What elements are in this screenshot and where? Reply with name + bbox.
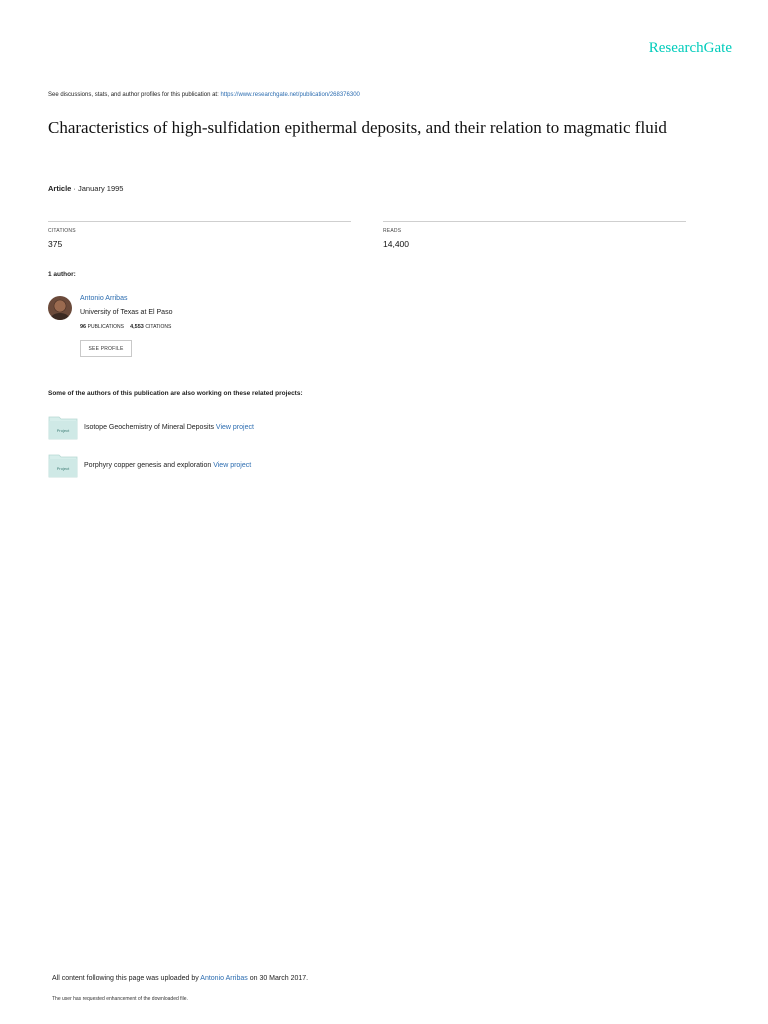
view-project-link[interactable]: View project <box>215 424 254 431</box>
author-publications-count: 96 <box>80 324 87 330</box>
author-stats <box>80 324 171 330</box>
project-icon-label: Project <box>56 428 70 433</box>
see-profile-button[interactable]: SEE PROFILE <box>80 340 132 357</box>
projects-heading: Some of the authors of this publication are also working on these related projects: <box>48 390 303 397</box>
reads-value: 14,400 <box>383 239 409 249</box>
project-title: Porphyry copper genesis and exploration <box>84 462 212 469</box>
avatar-photo-icon <box>48 296 72 320</box>
project-item <box>48 452 448 480</box>
uploaded-prefix: All content following this page was uploaded by <box>52 975 199 982</box>
project-text <box>84 424 254 431</box>
researchgate-logo[interactable]: ResearchGate <box>648 40 732 56</box>
view-project-link[interactable]: View project <box>213 462 252 469</box>
author-avatar[interactable] <box>48 296 72 320</box>
see-discussions-text: See discussions, stats, and author profiles for this publication at: <box>48 92 219 98</box>
meta-separator: · <box>71 184 79 193</box>
publication-meta <box>48 184 123 193</box>
publication-url-link[interactable]: https://www.researchgate.net/publication/268376300 <box>220 92 360 98</box>
project-text <box>84 462 251 469</box>
citations-stat <box>48 221 351 249</box>
author-card <box>48 294 448 364</box>
authors-count: 1 author: <box>48 271 76 278</box>
citations-label: CITATIONS <box>48 228 76 234</box>
publication-title: Characteristics of high-sulfidation epithermal deposits, and their relation to magmatic fluid <box>48 118 667 137</box>
see-discussions-line <box>48 92 360 98</box>
author-citations-count: 4,553 <box>130 324 144 330</box>
uploader-link[interactable]: Antonio Arribas <box>200 975 248 982</box>
publication-type: Article <box>48 184 72 193</box>
footer-uploaded-line <box>52 975 308 982</box>
reads-label: READS <box>383 228 402 234</box>
author-citations-label: CITATIONS <box>145 324 172 330</box>
citations-value: 375 <box>48 239 63 249</box>
author-institution: University of Texas at El Paso <box>80 309 173 316</box>
author-name-link[interactable]: Antonio Arribas <box>80 295 128 302</box>
project-folder-icon <box>48 414 78 440</box>
project-icon-label: Project <box>56 466 70 471</box>
project-title: Isotope Geochemistry of Mineral Deposits <box>84 424 214 431</box>
project-item <box>48 414 448 442</box>
author-publications-label: PUBLICATIONS <box>87 324 124 330</box>
reads-stat <box>383 221 686 249</box>
footer-note: The user has requested enhancement of the downloaded file. <box>52 996 188 1002</box>
uploaded-suffix: on 30 March 2017. <box>249 975 309 982</box>
publication-date: January 1995 <box>78 184 124 193</box>
project-folder-icon <box>48 452 78 478</box>
